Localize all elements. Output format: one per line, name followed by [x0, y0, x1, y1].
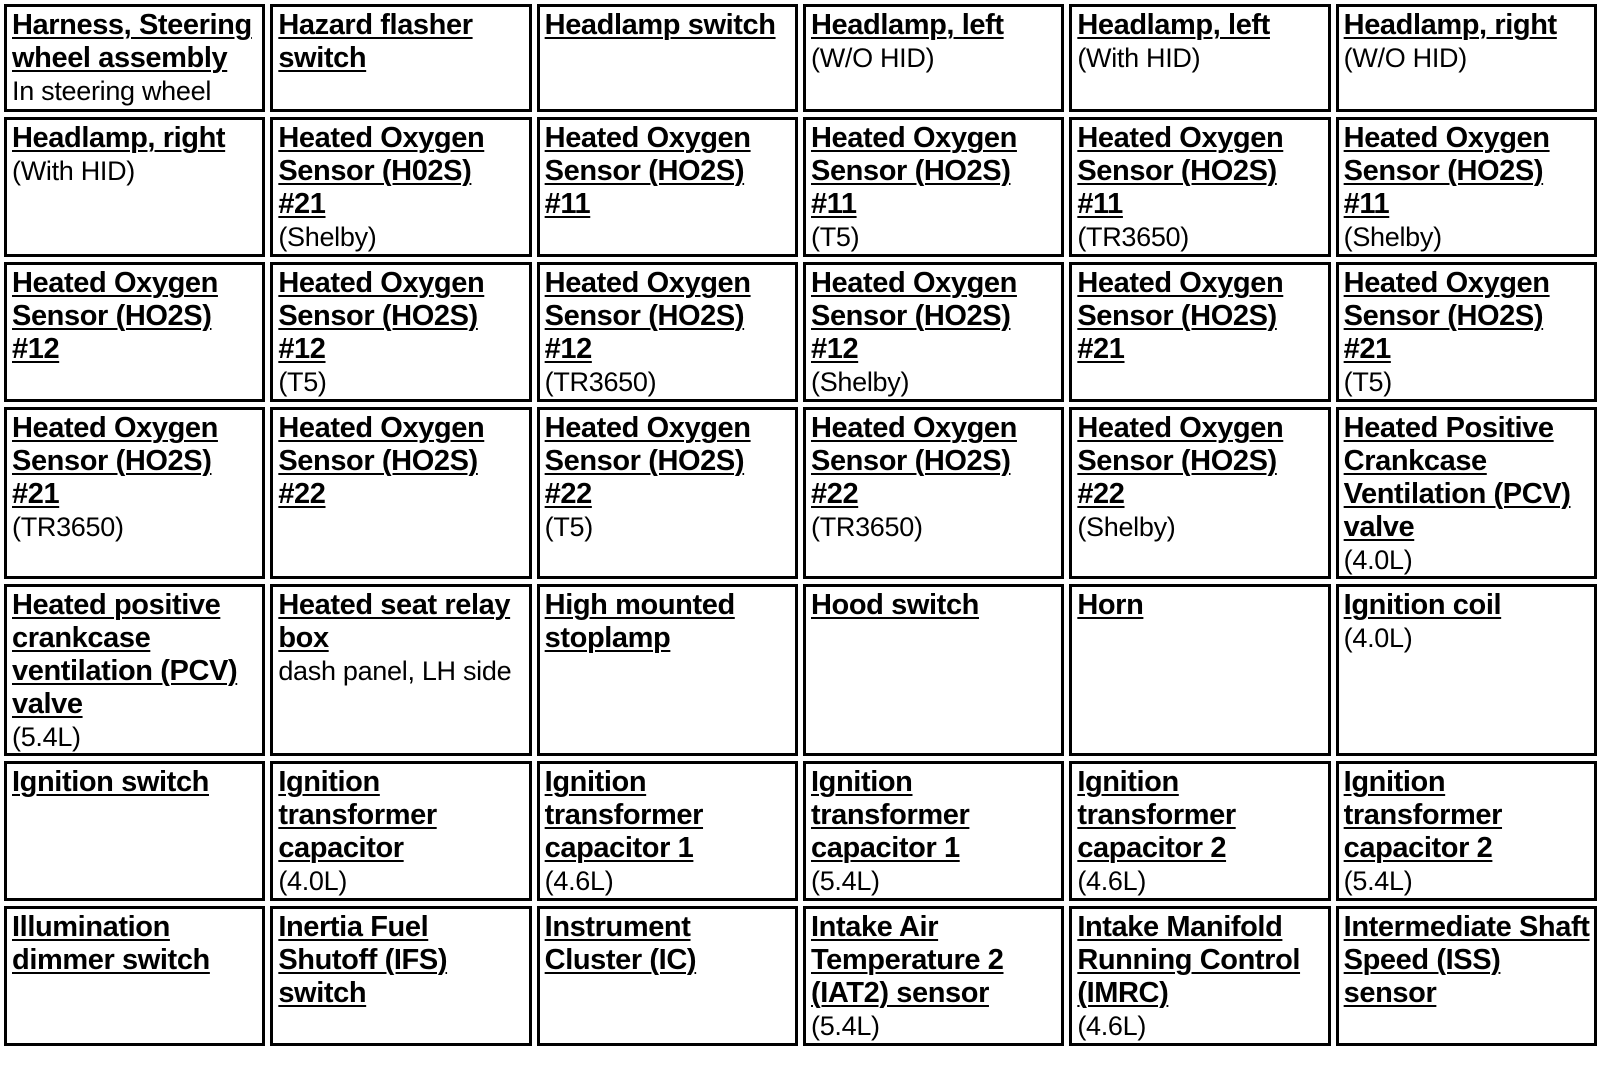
grid-cell [1336, 906, 1597, 1046]
location-note: (5.4L) [811, 866, 880, 896]
component-link[interactable]: Heated Oxygen Sensor (HO2S) #21 [12, 412, 218, 510]
component-link[interactable]: Ignition transformer capacitor 2 [1343, 766, 1503, 864]
location-note: (TR3650) [12, 512, 124, 542]
location-note: (5.4L) [1343, 866, 1413, 896]
location-note: (W/O HID) [1343, 43, 1467, 73]
grid-cell [803, 584, 1064, 756]
location-note: (T5) [1343, 367, 1392, 397]
component-link[interactable]: Hazard flasher switch [278, 9, 473, 74]
component-link[interactable]: Horn [1077, 589, 1144, 621]
grid-cell [270, 4, 531, 112]
component-link[interactable]: Ignition transformer capacitor [278, 766, 437, 864]
grid-cell [1069, 584, 1330, 756]
component-link[interactable]: Headlamp, left [1077, 9, 1270, 41]
grid-cell [803, 407, 1064, 579]
grid-cell [803, 117, 1064, 257]
grid-cell [803, 262, 1064, 402]
grid-cell [537, 4, 798, 112]
location-note: (T5) [811, 222, 860, 252]
component-link[interactable]: Heated Oxygen Sensor (HO2S) #21 [1343, 267, 1550, 365]
grid-cell [4, 584, 265, 756]
component-link[interactable]: Heated Oxygen Sensor (HO2S) #11 [1343, 122, 1550, 220]
grid-cell [1336, 761, 1597, 901]
component-link[interactable]: Ignition coil [1343, 589, 1502, 621]
location-note: (4.6L) [1077, 1011, 1147, 1041]
component-link[interactable]: Heated seat relay box [278, 589, 511, 654]
component-link[interactable]: Hood switch [811, 589, 979, 621]
grid-cell [270, 761, 531, 901]
grid-cell [537, 906, 798, 1046]
component-link[interactable]: Headlamp, right [12, 122, 226, 154]
component-link[interactable]: Heated Positive Crankcase Ventilation (PCV) valve [1343, 412, 1571, 543]
component-link[interactable]: Heated Oxygen Sensor (HO2S) #12 [811, 267, 1017, 365]
location-note: (Shelby) [1343, 222, 1442, 252]
location-note: (With HID) [12, 156, 135, 186]
grid-cell [803, 906, 1064, 1046]
grid-cell [270, 117, 531, 257]
location-note: (T5) [544, 512, 593, 542]
grid-cell [803, 761, 1064, 901]
component-link[interactable]: Heated Oxygen Sensor (HO2S) #22 [1077, 412, 1284, 510]
component-link[interactable]: Instrument Cluster (IC) [544, 911, 697, 976]
component-link[interactable]: Heated Oxygen Sensor (HO2S) #22 [811, 412, 1017, 510]
location-note: (5.4L) [12, 722, 81, 752]
component-link[interactable]: Heated Oxygen Sensor (HO2S) #22 [278, 412, 485, 510]
location-note: (With HID) [1077, 43, 1201, 73]
component-link[interactable]: Headlamp switch [544, 9, 776, 41]
location-note: (Shelby) [811, 367, 910, 397]
grid-cell [4, 906, 265, 1046]
grid-cell [1069, 407, 1330, 579]
location-note: (W/O HID) [811, 43, 935, 73]
component-link[interactable]: Intake Manifold Running Control (IMRC) [1077, 911, 1301, 1009]
grid-cell [1336, 407, 1597, 579]
component-link[interactable]: High mounted stoplamp [544, 589, 735, 654]
location-note: (4.0L) [1343, 545, 1413, 575]
grid-cell [537, 117, 798, 257]
grid-cell [4, 117, 265, 257]
component-link[interactable]: Heated Oxygen Sensor (HO2S) #12 [544, 267, 751, 365]
grid-cell [537, 584, 798, 756]
component-link[interactable]: Heated Oxygen Sensor (HO2S) #11 [811, 122, 1017, 220]
component-link[interactable]: Heated Oxygen Sensor (HO2S) #22 [544, 412, 751, 510]
location-note: (T5) [278, 367, 327, 397]
location-note: (Shelby) [1077, 512, 1176, 542]
component-link[interactable]: Heated positive crankcase ventilation (PCV) valve [12, 589, 238, 720]
grid-cell [270, 262, 531, 402]
component-link[interactable]: Illumination dimmer switch [12, 911, 210, 976]
component-link[interactable]: Ignition switch [12, 766, 209, 798]
location-note: (4.6L) [544, 866, 614, 896]
grid-cell [1069, 117, 1330, 257]
component-link[interactable]: Heated Oxygen Sensor (HO2S) #21 [1077, 267, 1284, 365]
grid-cell [1336, 117, 1597, 257]
grid-cell [1336, 584, 1597, 756]
grid-cell [4, 262, 265, 402]
location-note: In steering wheel [12, 76, 212, 106]
grid-cell [270, 407, 531, 579]
component-link[interactable]: Ignition transformer capacitor 1 [811, 766, 970, 864]
grid-cell [1069, 906, 1330, 1046]
component-locator-grid [4, 4, 1597, 1070]
component-link[interactable]: Harness, Steering wheel assembly [12, 9, 252, 74]
location-note: dash panel, LH side [278, 656, 512, 686]
grid-cell [4, 407, 265, 579]
component-link[interactable]: Inertia Fuel Shutoff (IFS) switch [278, 911, 448, 1009]
grid-cell [803, 4, 1064, 112]
grid-cell [270, 584, 531, 756]
component-link[interactable]: Heated Oxygen Sensor (HO2S) #11 [544, 122, 751, 220]
component-link[interactable]: Heated Oxygen Sensor (H02S) #21 [278, 122, 485, 220]
location-note: (TR3650) [811, 512, 923, 542]
component-link[interactable]: Intermediate Shaft Speed (ISS) sensor [1343, 911, 1590, 1009]
component-link[interactable]: Heated Oxygen Sensor (HO2S) #12 [12, 267, 218, 365]
grid-cell [537, 761, 798, 901]
component-link[interactable]: Ignition transformer capacitor 2 [1077, 766, 1236, 864]
location-note: (4.6L) [1077, 866, 1147, 896]
location-note: (4.0L) [1343, 623, 1413, 653]
grid-cell [1336, 4, 1597, 112]
component-link[interactable]: Headlamp, right [1343, 9, 1557, 41]
component-link[interactable]: Heated Oxygen Sensor (HO2S) #12 [278, 267, 485, 365]
location-note: (TR3650) [544, 367, 657, 397]
grid-cell [1069, 761, 1330, 901]
grid-cell [1069, 4, 1330, 112]
component-link[interactable]: Intake Air Temperature 2 (IAT2) sensor [811, 911, 1004, 1009]
component-link[interactable]: Headlamp, left [811, 9, 1004, 41]
grid-cell [1069, 262, 1330, 402]
grid-cell [4, 761, 265, 901]
grid-cell [270, 906, 531, 1046]
grid-cell [1336, 262, 1597, 402]
grid-cell [537, 262, 798, 402]
grid-cell [537, 407, 798, 579]
component-link[interactable]: Ignition transformer capacitor 1 [544, 766, 704, 864]
component-link[interactable]: Heated Oxygen Sensor (HO2S) #11 [1077, 122, 1284, 220]
location-note: (Shelby) [278, 222, 377, 252]
location-note: (TR3650) [1077, 222, 1189, 252]
location-note: (4.0L) [278, 866, 348, 896]
grid-cell [4, 4, 265, 112]
location-note: (5.4L) [811, 1011, 880, 1041]
